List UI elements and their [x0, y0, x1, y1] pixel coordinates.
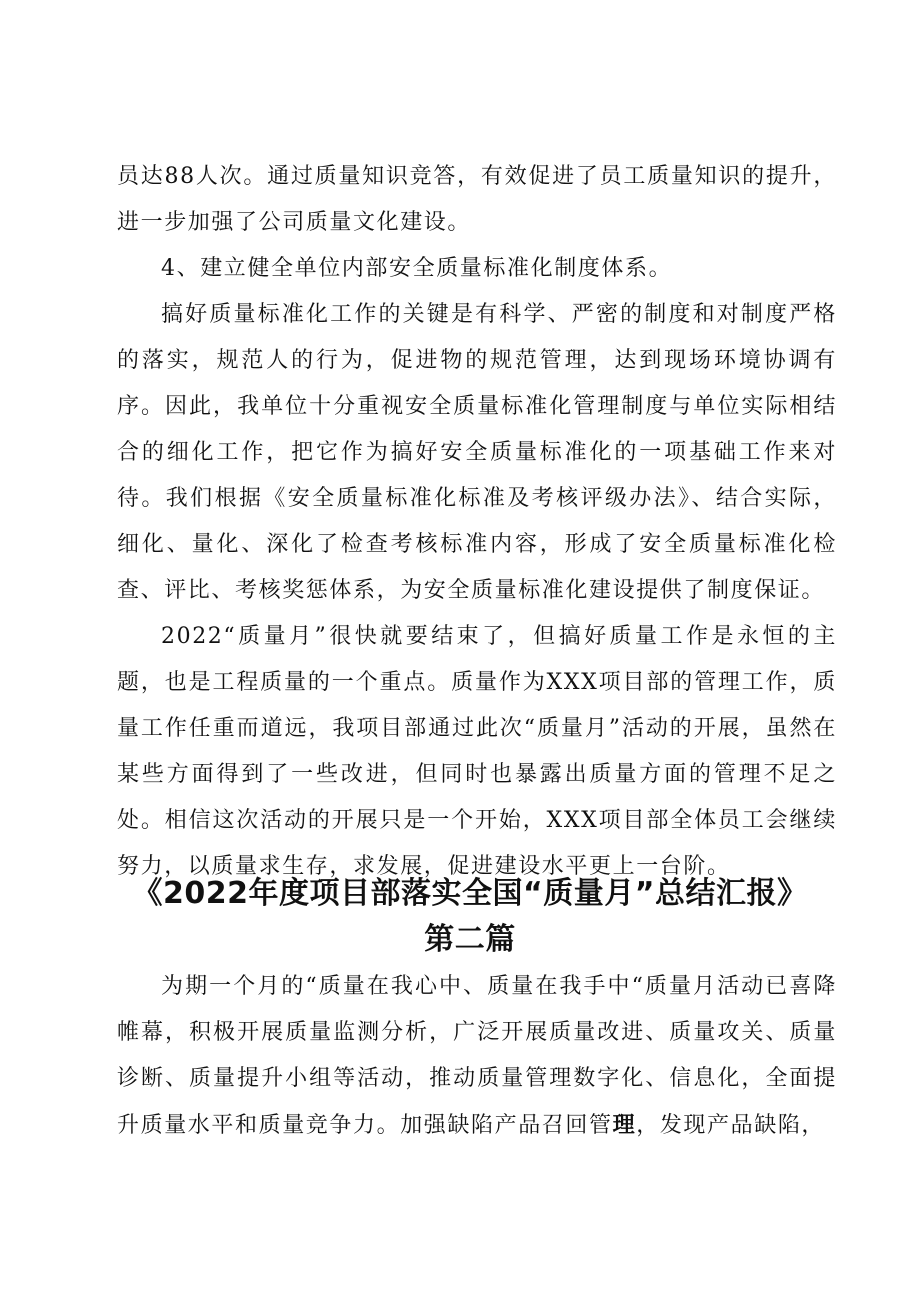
second-article-bold-char: 理 [612, 1112, 637, 1138]
section-heading-4: 4、建立健全单位内部安全质量标准化制度体系。 [161, 256, 673, 281]
continuation-paragraph: 员达88人次。通过质量知识竞答，有效促进了员工质量知识的提升，进一步加强了公司质量文化建设。 [117, 164, 837, 235]
article-subtitle: 第二篇 [424, 922, 516, 957]
second-article-text-start: 为期一个月的“质量在我心中、质量在我手中“质量月活动已喜降帷幕，积极开展质量监测分析，广泛开展质量改进、质量攻关、质量诊断、质量提升小组等活动，推动质量管理数字化、信息化，全面提升质量水平和质量竞争力。加强缺陷产品召回管 [117, 974, 837, 1138]
second-article-paragraph [117, 964, 837, 1149]
article-title: 《2022年度项目部落实全国“质量月”总结汇报》 [132, 876, 808, 911]
standardization-paragraph: 搞好质量标准化工作的关键是有科学、严密的制度和对制度严格的落实，规范人的行为，促进物的规范管理，达到现场环境协调有序。因此，我单位十分重视安全质量标准化管理制度与单位实际相结合的细化工作，把它作为搞好安全质量标准化的一项基础工作来对待。我们根据《安全质量标准化标准及考核评级办法》、结合实际，细化、量化、深化了检查考核标准内容，形成了安全质量标准化检查、评比、考核奖惩体系，为安全质量标准化建设提供了制度保证。 [117, 302, 837, 603]
conclusion-paragraph: 2022“质量月”很快就要结束了，但搞好质量工作是永恒的主题，也是工程质量的一个重点。质量作为XXX项目部的管理工作，质量工作任重而道远，我项目部通过此次“质量月”活动的开展，虽然在某些方面得到了一些改进，但同时也暴露出质量方面的管理不足之处。相信这次活动的开展只是一个开始，XXX项目部全体员工会继续努力，以质量求生存，求发展，促进建设水平更上一台阶。 [117, 624, 837, 879]
second-article-text-end: ，发现产品缺陷， [636, 1113, 826, 1138]
